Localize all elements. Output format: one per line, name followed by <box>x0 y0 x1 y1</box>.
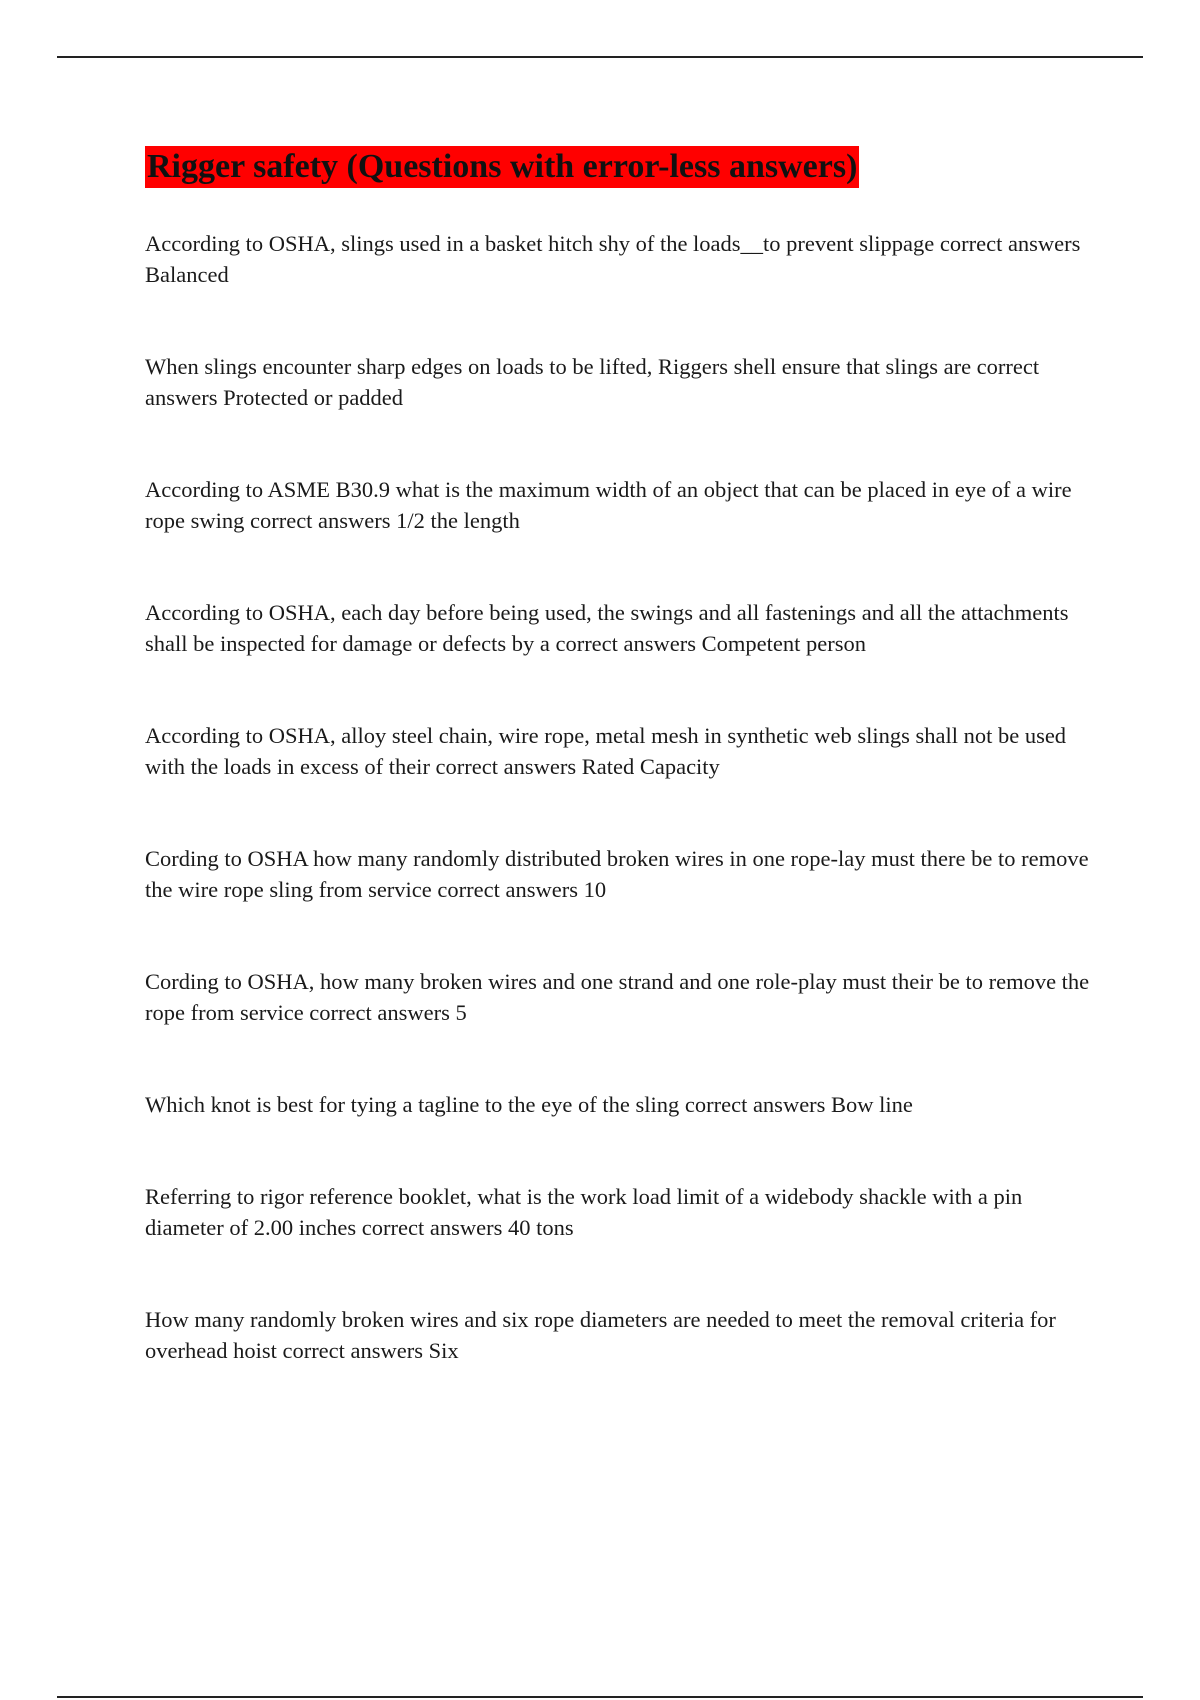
qa-item-2: When slings encounter sharp edges on loads to be lifted, Riggers shell ensure that slings are correct answers Protected or padded <box>145 354 1040 410</box>
qa-item-7: Cording to OSHA, how many broken wires and one strand and one role-play must their be to remove the rope from service correct answers 5 <box>145 969 1090 1025</box>
qa-item-3: According to ASME B30.9 what is the maximum width of an object that can be placed in eye of a wire rope swing correct answers 1/2 the length <box>145 477 1072 533</box>
qa-list <box>145 228 1095 1366</box>
qa-item-10: How many randomly broken wires and six rope diameters are needed to meet the removal criteria for overhead hoist correct answers Six <box>145 1307 1056 1363</box>
bottom-rule <box>57 1696 1143 1698</box>
qa-item-4: According to OSHA, each day before being used, the swings and all fastenings and all the attachments shall be inspected for damage or defects by a correct answers Competent person <box>145 600 1069 656</box>
qa-item-8: Which knot is best for tying a tagline to the eye of the sling correct answers Bow line <box>145 1092 913 1117</box>
document-title: Rigger safety (Questions with error-less answers) <box>145 146 859 188</box>
qa-item-9: Referring to rigor reference booklet, what is the work load limit of a widebody shackle with a pin diameter of 2.00 inches correct answers 40 tons <box>145 1184 1023 1240</box>
qa-item-6: Cording to OSHA how many randomly distributed broken wires in one rope-lay must there be to remove the wire rope sling from service correct answers 10 <box>145 846 1089 902</box>
qa-item-5: According to OSHA, alloy steel chain, wire rope, metal mesh in synthetic web slings shall not be used with the loads in excess of their correct answers Rated Capacity <box>145 723 1067 779</box>
top-rule <box>57 56 1143 58</box>
document-body <box>145 146 1095 1427</box>
qa-item-1: According to OSHA, slings used in a basket hitch shy of the loads__to prevent slippage correct answers Balanced <box>145 231 1081 287</box>
